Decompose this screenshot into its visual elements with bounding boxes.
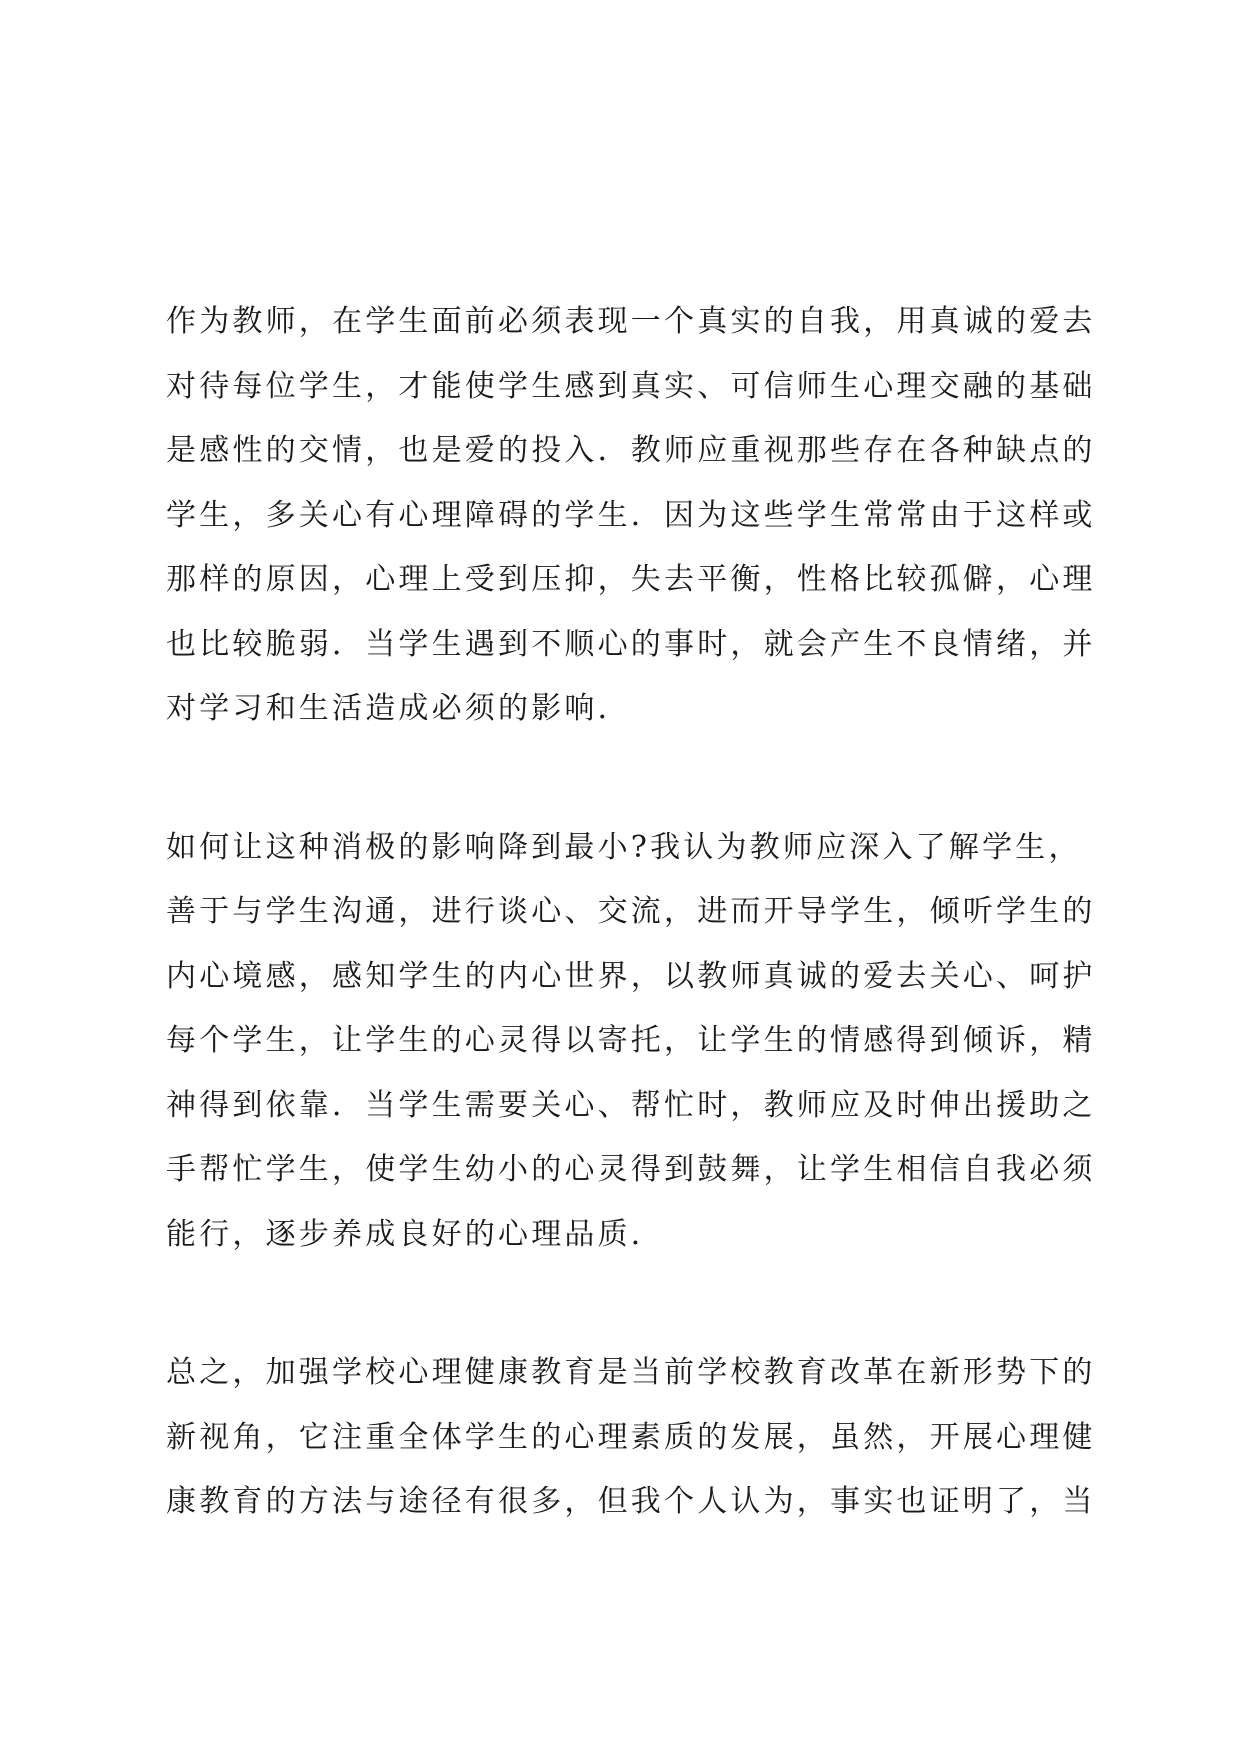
text-line: 如何让这种消极的影响降到最小?我认为教师应深入了解学生， <box>166 829 1082 865</box>
text-line: 每个学生，让学生的心灵得以寄托，让学生的情感得到倾诉，精 <box>166 1023 1096 1058</box>
text-line: 对学习和生活造成必须的影响． <box>166 691 631 726</box>
text-line: 是感性的交情，也是爱的投入．教师应重视那些存在各种缺点的 <box>166 433 1096 468</box>
text-line: 内心境感，感知学生的内心世界，以教师真诚的爱去关心、呵护 <box>166 958 1096 994</box>
text-line: 也比较脆弱．当学生遇到不顺心的事时，就会产生不良情绪，并 <box>166 626 1096 662</box>
document-body <box>166 290 1096 1609</box>
paragraph-2 <box>166 816 1096 1268</box>
text-line: 那样的原因，心理上受到压抑，失去平衡，性格比较孤僻，心理 <box>166 562 1096 597</box>
text-line: 康教育的方法与途径有很多，但我个人认为，事实也证明了，当 <box>166 1484 1096 1519</box>
text-line: 新视角，它注重全体学生的心理素质的发展，虽然，开展心理健 <box>166 1419 1096 1455</box>
text-line: 能行，逐步养成良好的心理品质． <box>166 1216 664 1252</box>
text-line: 对待每位学生，才能使学生感到真实、可信师生心理交融的基础 <box>166 368 1096 404</box>
text-line: 手帮忙学生，使学生幼小的心灵得到鼓舞，让学生相信自我必须 <box>166 1152 1096 1187</box>
text-line: 总之，加强学校心理健康教育是当前学校教育改革在新形势下的 <box>166 1355 1096 1390</box>
text-line: 学生，多关心有心理障碍的学生．因为这些学生常常由于这样或 <box>166 497 1096 533</box>
text-line: 神得到依靠．当学生需要关心、帮忙时，教师应及时伸出援助之 <box>166 1087 1096 1123</box>
text-line: 作为教师，在学生面前必须表现一个真实的自我，用真诚的爱去 <box>166 304 1096 339</box>
paragraph-3 <box>166 1341 1096 1535</box>
text-line: 善于与学生沟通，进行谈心、交流，进而开导学生，倾听学生的 <box>166 894 1096 929</box>
paragraph-1 <box>166 290 1096 742</box>
